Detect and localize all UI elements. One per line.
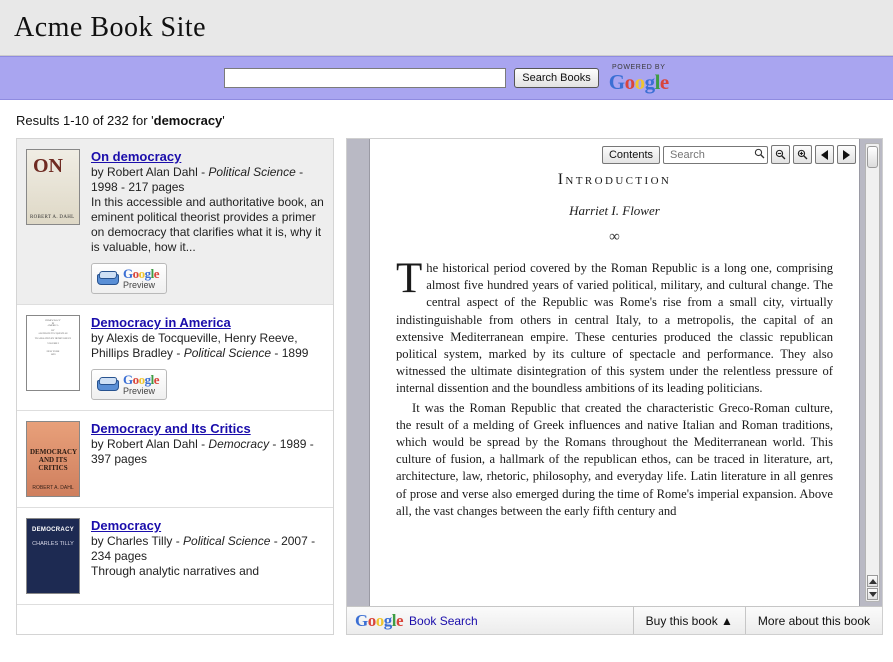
result-byline-post: - 1899 [271,346,309,360]
viewer-footer [347,606,882,634]
results-count [0,100,893,138]
result-subject: Political Science [208,165,296,179]
preview-label: Preview [123,386,156,396]
zoom-out-icon[interactable] [771,145,790,164]
result-byline [91,437,314,466]
zoom-in-icon[interactable] [793,145,812,164]
book-cover-thumb[interactable] [25,421,81,497]
search-bar [0,56,893,100]
next-page-icon[interactable] [837,145,856,164]
book-paragraph-text: he historical period covered by the Roman Republic is a long one, comprising almost five hundred years of varied political, military, and cultural change. The central aspect of the Republic was Rome's rise from a small city, virtually indistinguishable from others in central Italy, to a metropolis, the capital of an extensive Mediterranean empire. These centuries produced the classic republican political system, marked by its culture of spectacle and performance. They also witnessed the ultimate disintegration of this system under the relentless pressure of internal dissention and the boundless ambitions of its leading politicians. [396,261,833,396]
book-paragraph [396,255,833,398]
result-info [91,518,325,594]
book-search-link[interactable]: Book Search [409,613,478,628]
result-info [91,315,325,400]
results-count-prefix: Results 1-10 of 232 for ' [16,113,154,128]
cover-title-text: DEMOCRACY [31,527,75,533]
result-info [91,149,325,294]
result-title-link[interactable]: Democracy and Its Critics [91,421,251,436]
site-header [0,0,893,56]
search-books-button[interactable]: Search Books [514,68,598,88]
scroll-up-button[interactable] [867,575,878,587]
result-byline-post: - 2007 - 234 pages [91,534,316,563]
google-logo: Google [123,266,160,281]
powered-by-google [609,64,669,93]
preview-label-group [123,373,159,396]
result-byline [91,331,308,360]
book-viewer-body[interactable] [347,139,882,606]
preview-label: Preview [123,280,156,290]
book-icon [97,271,119,287]
result-subject: Democracy [208,437,270,451]
google-preview-button[interactable] [91,369,167,400]
viewer-scrollbar[interactable] [865,143,880,602]
results-list[interactable] [16,138,334,635]
results-count-query: democracy [153,113,223,128]
book-cover-image [26,518,80,594]
book-cover-image: DEMOCRACY IN AMERICA BY ALEXIS DE TOCQUEVILLE TRANSLATED BY HENRY REEVE VOLUME I NEW YORK 1899 [26,315,80,391]
scrollbar-thumb[interactable] [867,146,878,168]
book-viewer [346,138,883,635]
book-chapter-author: Harriet I. Flower [569,203,660,218]
result-byline-post: - 1989 - 397 pages [91,437,314,466]
result-byline-pre: by Alexis de Tocqueville, Henry Reeve, Phillips Bradley - [91,331,298,360]
book-search-field[interactable] [663,146,768,164]
result-info [91,421,325,497]
result-snippet: Through analytic narratives and [91,564,260,578]
page-title: Acme Book Site [14,11,207,43]
main-content [0,138,893,635]
book-cover-image [26,421,80,497]
drop-cap: T [396,255,423,302]
list-item[interactable] [17,411,333,508]
result-byline-pre: by Robert Alan Dahl - [91,165,209,179]
search-icon[interactable] [754,146,765,164]
viewer-toolbar [602,145,856,164]
book-cover-image [26,149,80,225]
google-logo: Google [608,69,669,94]
list-item[interactable] [17,305,333,411]
book-page [369,139,860,606]
result-byline-pre: by Robert Alan Dahl - [91,437,209,451]
result-byline-post: - 1998 - 217 pages [91,165,304,194]
cover-title-text: DEMOCRACY AND ITS CRITICS [30,448,78,472]
book-icon [97,377,119,393]
result-title-link[interactable]: On democracy [91,149,182,164]
cover-author-text: CHARLES TILLY [32,541,74,547]
preview-label-group [123,267,159,290]
book-search-brand [347,612,633,629]
result-subject: Political Science [183,346,272,360]
result-title-link[interactable]: Democracy in America [91,315,231,330]
search-input[interactable] [224,68,506,88]
book-cover-thumb[interactable] [25,315,81,400]
book-search-input[interactable] [668,148,754,162]
book-cover-thumb[interactable] [25,518,81,594]
google-preview-button[interactable] [91,263,167,294]
result-byline [91,165,303,194]
book-cover-thumb[interactable] [25,149,81,294]
cover-author-text: ROBERT A. DAHL [32,485,74,491]
google-logo: Google [123,372,160,387]
results-count-suffix: ' [222,113,225,128]
buy-this-book-button[interactable]: Buy this book ▲ [633,607,745,635]
ornament-icon: ∞ [609,229,620,245]
list-item[interactable] [17,508,333,605]
result-byline [91,534,315,563]
list-item[interactable] [17,139,333,305]
scroll-down-button[interactable] [867,588,878,600]
powered-by-label: POWERED BY [612,63,666,71]
prev-page-icon[interactable] [815,145,834,164]
result-byline-pre: by Charles Tilly - [91,534,184,548]
result-title-link[interactable]: Democracy [91,518,162,533]
more-about-this-book-button[interactable]: More about this book [745,607,882,635]
book-chapter-title: Introduction [557,171,672,188]
google-logo: Google [355,611,404,630]
book-paragraph: It was the Roman Republic that created the characteristic Greco-Roman culture, the result of a melding of Greek influences and native Italian and Roman traditions, which would be spread by the Romans throughout the Mediterranean world. This culture of fusion, a hallmark of the republican ethos, can be traced in literature, art, architecture, law, rhetoric, philosophy, and everyday life. Latin literature in all genres of prose and verse also emerged during the time of Rome's imperial expansion. Above all, the vast changes between the early fifth century and [396,400,833,518]
result-snippet: In this accessible and authoritative book, an eminent political theorist provides a primer on democracy that clarifies what it is, why it is valuable, how it... [91,195,324,254]
result-subject: Political Science [183,534,271,548]
contents-button[interactable]: Contents [602,146,660,164]
